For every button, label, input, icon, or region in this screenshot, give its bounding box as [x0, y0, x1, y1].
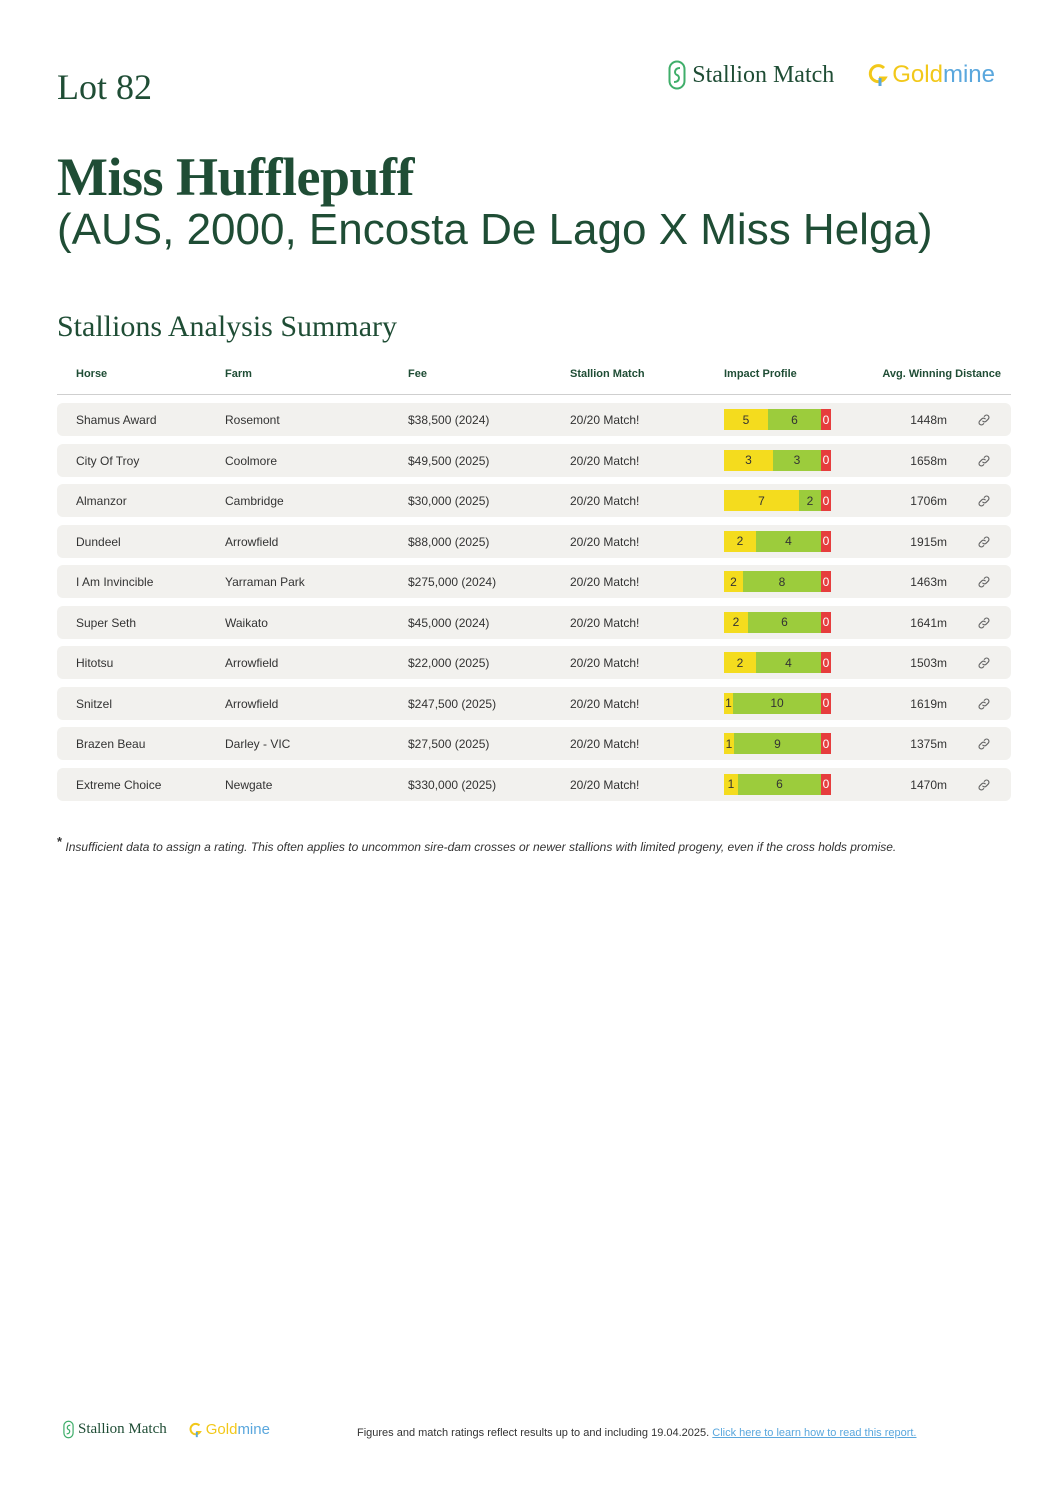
impact-green-segment: 6 — [748, 612, 821, 633]
horse-cell: Brazen Beau — [76, 737, 146, 751]
mare-name: Miss Hufflepuff — [57, 147, 414, 207]
impact-profile-bar — [724, 571, 831, 592]
learn-more-link[interactable]: Click here to learn how to read this report. — [712, 1427, 917, 1439]
impact-green-segment: 4 — [756, 531, 821, 552]
table-header — [57, 362, 1011, 395]
impact-profile-bar — [724, 450, 831, 471]
footer-stallion-match-logo: Stallion Match — [63, 1420, 167, 1439]
stallion-match-cell: 20/20 Match! — [570, 696, 640, 711]
table-row — [57, 525, 1011, 558]
col-impact-profile: Impact Profile — [724, 368, 797, 380]
impact-profile-bar — [724, 774, 831, 795]
impact-profile-bar — [724, 612, 831, 633]
impact-red-segment: 0 — [821, 652, 831, 673]
fee-cell: $275,000 (2024) — [408, 575, 497, 589]
impact-red-segment: 0 — [821, 450, 831, 471]
stallion-match-logo: Stallion Match — [668, 60, 834, 90]
impact-yellow-segment: 7 — [724, 490, 799, 511]
goldmine-logo-icon — [868, 63, 888, 87]
impact-yellow-segment: 2 — [724, 531, 756, 552]
table-row — [57, 606, 1011, 639]
fee-cell: $45,000 (2024) — [408, 615, 490, 630]
fee-cell: $30,000 (2025) — [408, 494, 490, 508]
table-row — [57, 484, 1011, 517]
impact-green-segment: 3 — [773, 450, 821, 471]
lot-number: Lot 82 — [57, 67, 152, 107]
fee-cell: $88,000 (2025) — [408, 534, 490, 549]
farm-cell: Arrowfield — [225, 656, 279, 670]
distance-cell: 1915m — [910, 534, 947, 549]
horse-cell: Extreme Choice — [76, 777, 162, 792]
impact-profile-bar — [724, 531, 831, 552]
impact-yellow-segment: 1 — [724, 693, 733, 714]
impact-yellow-segment: 2 — [724, 571, 743, 592]
col-horse: Horse — [76, 368, 108, 380]
table-row — [57, 727, 1011, 760]
impact-red-segment: 0 — [821, 409, 831, 430]
col-fee: Fee — [408, 368, 427, 380]
table-row — [57, 403, 1011, 436]
col-stallion-match: Stallion Match — [570, 368, 645, 380]
impact-yellow-segment: 1 — [724, 774, 738, 795]
impact-yellow-segment: 2 — [724, 612, 748, 633]
fee-cell: $49,500 (2025) — [408, 453, 490, 468]
stallion-match-cell: 20/20 Match! — [570, 777, 640, 792]
stallion-match-cell: 20/20 Match! — [570, 656, 640, 670]
impact-profile-bar — [724, 409, 831, 430]
impact-green-segment: 8 — [743, 571, 821, 592]
horse-cell: Almanzor — [76, 494, 127, 508]
stallion-match-cell: 20/20 Match! — [570, 413, 640, 427]
link-icon[interactable] — [977, 778, 991, 792]
impact-yellow-segment: 3 — [724, 450, 773, 471]
distance-cell: 1375m — [910, 737, 947, 751]
impact-profile-bar — [724, 652, 831, 673]
link-icon[interactable] — [977, 616, 991, 630]
impact-red-segment: 0 — [821, 490, 831, 511]
impact-red-segment: 0 — [821, 531, 831, 552]
impact-green-segment: 10 — [733, 693, 821, 714]
stallion-match-cell: 20/20 Match! — [570, 737, 640, 751]
horse-cell: I Am Invincible — [76, 575, 154, 589]
impact-red-segment: 0 — [821, 612, 831, 633]
impact-red-segment: 0 — [821, 693, 831, 714]
col-avg-winning-distance: Avg. Winning Distance — [882, 368, 1001, 380]
table-row — [57, 444, 1011, 477]
horse-cell: Dundeel — [76, 534, 121, 549]
goldmine-logo-icon — [189, 1422, 202, 1438]
fee-cell: $22,000 (2025) — [408, 656, 490, 670]
distance-cell: 1641m — [910, 615, 947, 630]
impact-green-segment: 2 — [799, 490, 821, 511]
table-row — [57, 687, 1011, 720]
farm-cell: Arrowfield — [225, 534, 279, 549]
impact-red-segment: 0 — [821, 733, 831, 754]
impact-green-segment: 6 — [738, 774, 821, 795]
footer-logos — [63, 1420, 270, 1439]
farm-cell: Yarraman Park — [225, 575, 305, 589]
link-icon[interactable] — [977, 575, 991, 589]
fee-cell: $38,500 (2024) — [408, 413, 490, 427]
col-farm: Farm — [225, 368, 252, 380]
impact-profile-bar — [724, 733, 831, 754]
stallion-match-cell: 20/20 Match! — [570, 494, 640, 508]
stallions-table — [57, 362, 1011, 801]
link-icon[interactable] — [977, 535, 991, 549]
impact-green-segment: 6 — [768, 409, 821, 430]
goldmine-logo: Goldmine — [868, 61, 995, 89]
table-row — [57, 768, 1011, 801]
impact-profile-bar — [724, 490, 831, 511]
stallion-match-logo-icon — [63, 1420, 74, 1439]
farm-cell: Darley - VIC — [225, 737, 291, 751]
footnote-asterisk: * — [57, 834, 63, 849]
distance-cell: 1503m — [910, 656, 947, 670]
farm-cell: Rosemont — [225, 413, 280, 427]
farm-cell: Newgate — [225, 777, 273, 792]
impact-yellow-segment: 2 — [724, 652, 756, 673]
link-icon[interactable] — [977, 454, 991, 468]
farm-cell: Cambridge — [225, 494, 284, 508]
table-body — [57, 403, 1011, 801]
horse-cell: Hitotsu — [76, 656, 114, 670]
farm-cell: Coolmore — [225, 453, 278, 468]
footer-disclaimer: Figures and match ratings reflect results up to and including 19.04.2025. — [357, 1427, 710, 1439]
distance-cell: 1706m — [910, 494, 947, 508]
stallion-match-cell: 20/20 Match! — [570, 534, 640, 549]
fee-cell: $27,500 (2025) — [408, 737, 490, 751]
horse-cell: Snitzel — [76, 696, 113, 711]
distance-cell: 1658m — [910, 453, 947, 468]
fee-cell: $330,000 (2025) — [408, 777, 497, 792]
table-row — [57, 646, 1011, 679]
impact-profile-bar — [724, 693, 831, 714]
stallion-match-cell: 20/20 Match! — [570, 575, 640, 589]
link-icon[interactable] — [977, 494, 991, 508]
footnote — [57, 834, 896, 854]
horse-cell: City Of Troy — [76, 453, 140, 468]
stallion-match-cell: 20/20 Match! — [570, 453, 640, 468]
distance-cell: 1463m — [910, 575, 947, 589]
impact-red-segment: 0 — [821, 571, 831, 592]
distance-cell: 1619m — [910, 696, 947, 711]
fee-cell: $247,500 (2025) — [408, 696, 497, 711]
impact-yellow-segment: 5 — [724, 409, 768, 430]
table-row — [57, 565, 1011, 598]
footer-goldmine-logo: Goldmine — [189, 1421, 270, 1438]
distance-cell: 1470m — [910, 777, 947, 792]
footnote-text: Insufficient data to assign a rating. This often applies to uncommon sire-dam crosses or newer stallions with limited progeny, even if the cross holds promise. — [65, 840, 897, 854]
section-title: Stallions Analysis Summary — [57, 310, 398, 343]
distance-cell: 1448m — [910, 413, 947, 427]
mare-details: (AUS, 2000, Encosta De Lago X Miss Helga) — [57, 205, 933, 254]
stallion-match-cell: 20/20 Match! — [570, 615, 640, 630]
impact-red-segment: 0 — [821, 774, 831, 795]
link-icon[interactable] — [977, 697, 991, 711]
farm-cell: Arrowfield — [225, 696, 279, 711]
horse-cell: Super Seth — [76, 615, 137, 630]
impact-green-segment: 9 — [734, 733, 821, 754]
footer-text — [357, 1427, 917, 1439]
link-icon[interactable] — [977, 413, 991, 427]
header-logos — [668, 60, 995, 90]
horse-cell: Shamus Award — [76, 413, 157, 427]
farm-cell: Waikato — [225, 615, 268, 630]
impact-green-segment: 4 — [756, 652, 821, 673]
link-icon[interactable] — [977, 656, 991, 670]
impact-yellow-segment: 1 — [724, 733, 734, 754]
link-icon[interactable] — [977, 737, 991, 751]
stallion-match-logo-icon — [668, 60, 686, 90]
